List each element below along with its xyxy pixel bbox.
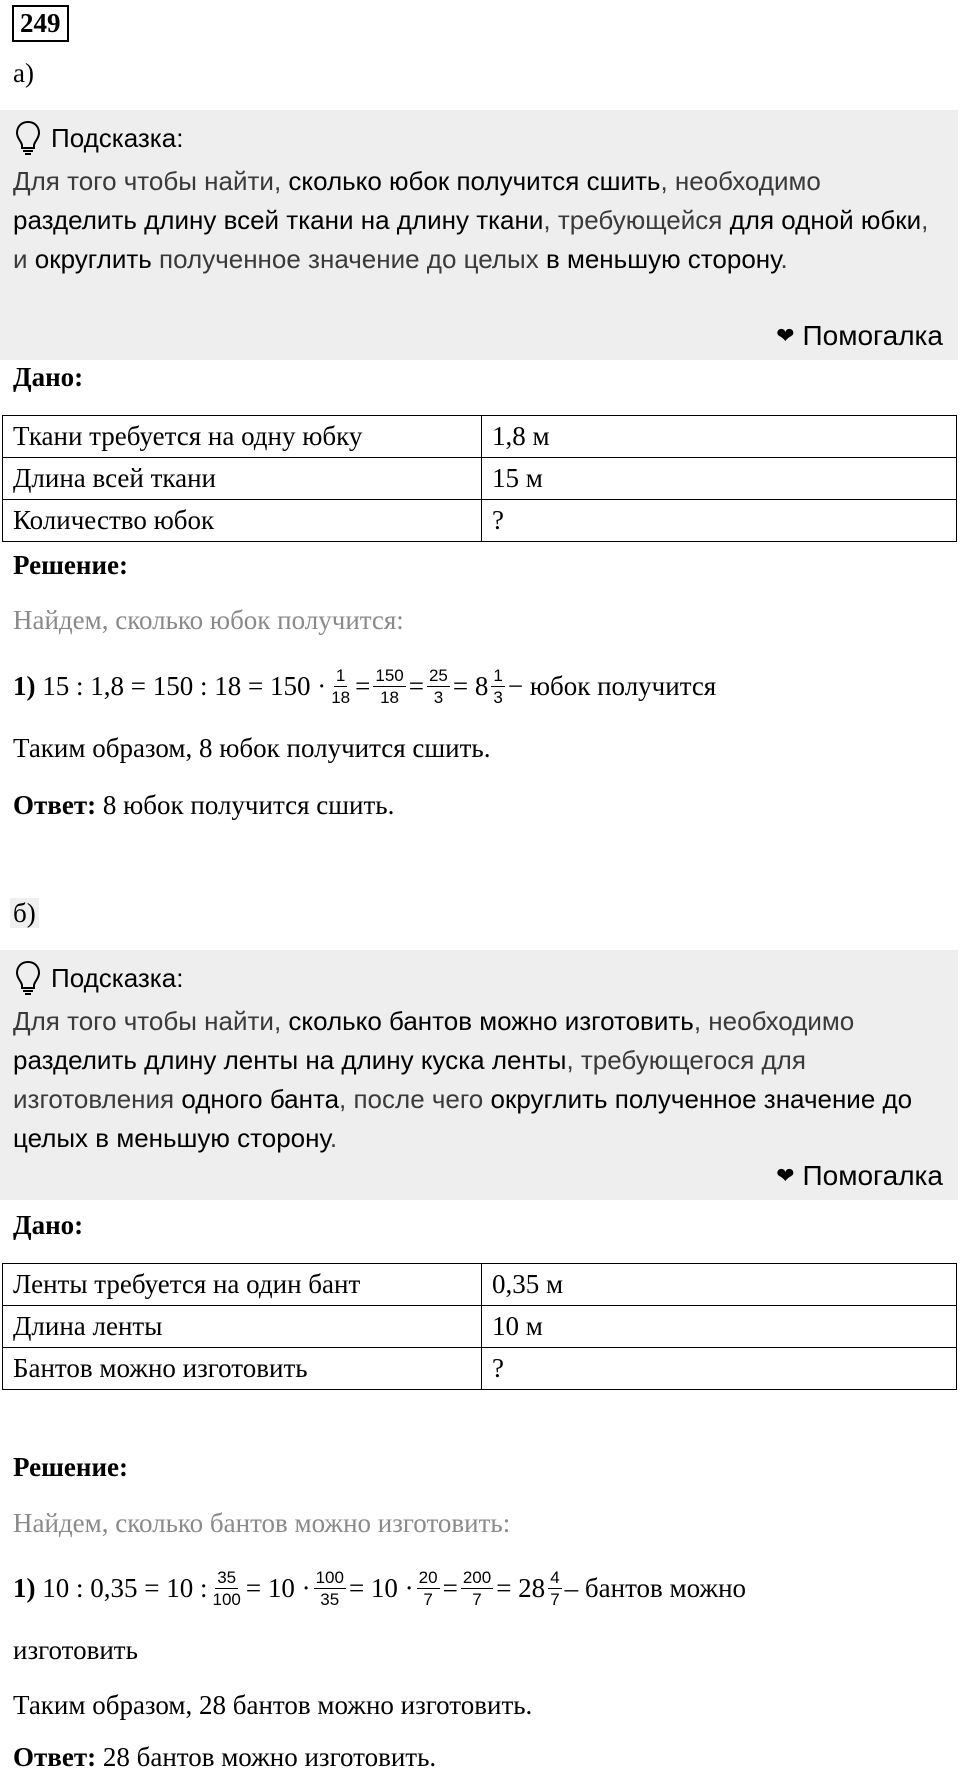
hint-text-b [13, 1002, 943, 1158]
eq-text: = 10 · [348, 1572, 414, 1603]
table-row [3, 1348, 957, 1390]
part-a-label: а) [13, 58, 34, 88]
equation-b-continued: изготовить [13, 1635, 138, 1665]
given-table-b [2, 1263, 957, 1390]
step-number: 1) [13, 670, 36, 701]
equation-a [13, 658, 716, 714]
helper-link-b[interactable] [776, 1160, 943, 1192]
hint-segment: . [329, 1123, 338, 1153]
hint-segment: , требующейся [543, 205, 730, 235]
table-row [3, 500, 957, 542]
eq-text: – бантов можно [564, 1572, 747, 1603]
table-row [3, 1306, 957, 1348]
hint-emphasis: округлить [34, 244, 152, 274]
table-cell: Длина ленты [3, 1306, 482, 1348]
answer-label: Ответ: [13, 1742, 97, 1772]
table-row [3, 458, 957, 500]
hint-emphasis: разделить длину всей ткани на длину ткани [13, 205, 544, 235]
hint-segment: , требующегося для изготовления [13, 1045, 806, 1114]
find-text-a: Найдем, сколько юбок получится: [13, 605, 404, 635]
fraction: $\frac{25}{3}$ [428, 665, 448, 707]
eq-text: = [355, 670, 371, 701]
hint-segment: . [780, 244, 788, 274]
table-cell: 10 м [482, 1306, 957, 1348]
eq-text: 15 : 1,8 = 150 : 18 = 150 · [42, 670, 327, 701]
fraction: $\frac{1}{3}$ [493, 665, 503, 707]
hint-title-b [15, 960, 183, 996]
equation-b [13, 1560, 746, 1616]
table-cell: ? [482, 1348, 957, 1390]
hint-segment: , после чего [339, 1084, 491, 1114]
table-cell: Ленты требуется на один бант [3, 1264, 482, 1306]
answer-a [13, 790, 394, 821]
solution-title-a: Решение: [13, 550, 128, 580]
table-cell: 0,35 м [482, 1264, 957, 1306]
fraction: $\frac{1}{18}$ [331, 665, 351, 707]
hint-emphasis: разделить длину ленты на длину куска ленты [13, 1045, 567, 1075]
table-cell: 1,8 м [482, 416, 957, 458]
step-number: 1) [13, 1572, 36, 1603]
given-title-b: Дано: [13, 1210, 84, 1240]
given-table-a [2, 415, 957, 542]
fraction: $\frac{20}{7}$ [418, 1567, 438, 1609]
hint-segment: , и [13, 205, 929, 274]
conclusion-b: Таким образом, 28 бантов можно изготовить. [13, 1690, 533, 1720]
eq-text: = [442, 1572, 458, 1603]
hint-title-a [15, 120, 183, 156]
helper-label-a: Помогалка [802, 320, 943, 351]
table-cell: Длина всей ткани [3, 458, 482, 500]
helper-label-b: Помогалка [802, 1160, 943, 1191]
hint-emphasis: округлить полученное значение до целых в меньшую сторону [13, 1084, 913, 1153]
fraction: $\frac{35}{100}$ [212, 1567, 241, 1609]
hint-title-text-a: Подсказка: [51, 122, 184, 153]
part-b-label-text: б) [10, 898, 39, 928]
hint-segment: Для того чтобы найти, [13, 166, 289, 196]
answer-label: Ответ: [13, 790, 97, 820]
table-cell: 15 м [482, 458, 957, 500]
fraction: $\frac{150}{18}$ [375, 665, 404, 707]
hint-segment: , необходимо [693, 1006, 855, 1036]
eq-text: 10 : 0,35 = 10 : [42, 1572, 208, 1603]
hint-emphasis: сколько бантов можно изготовить [288, 1006, 694, 1036]
fraction: $\frac{4}{7}$ [550, 1567, 560, 1609]
find-text-b: Найдем, сколько бантов можно изготовить: [13, 1508, 511, 1538]
eq-text: − юбок получится [507, 670, 717, 701]
hint-emphasis: для одной юбки [729, 205, 922, 235]
eq-text: = [408, 670, 424, 701]
answer-b [13, 1742, 436, 1773]
table-row [3, 1264, 957, 1306]
hint-segment: Для того чтобы найти, [13, 1006, 289, 1036]
hint-title-text-b: Подсказка: [51, 962, 184, 993]
answer-text: 28 бантов можно изготовить. [102, 1742, 437, 1772]
hint-box-b [0, 950, 958, 1200]
hint-box-a [0, 110, 958, 360]
fraction: $\frac{100}{35}$ [315, 1567, 344, 1609]
lightbulb-icon [15, 120, 41, 156]
solution-title-b: Решение: [13, 1452, 128, 1482]
answer-text: 8 юбок получится сшить. [102, 790, 395, 820]
lightbulb-icon [15, 960, 41, 996]
given-title-a: Дано: [13, 362, 84, 392]
hint-segment: полученное значение до целых [151, 244, 546, 274]
eq-text: = 8 [452, 670, 489, 701]
hint-text-a [13, 162, 943, 279]
part-b-label [10, 898, 39, 929]
table-cell: Количество юбок [3, 500, 482, 542]
hint-emphasis: в меньшую сторону [545, 244, 781, 274]
table-row [3, 416, 957, 458]
eq-text: = 28 [496, 1572, 546, 1603]
table-cell: Бантов можно изготовить [3, 1348, 482, 1390]
heart-icon: ❤ [776, 323, 795, 348]
fraction: $\frac{200}{7}$ [462, 1567, 492, 1609]
hint-emphasis: одного банта [181, 1084, 340, 1114]
helper-link-a[interactable] [776, 320, 943, 352]
hint-segment: , необходимо [660, 166, 821, 196]
hint-emphasis: сколько юбок получится сшить [288, 166, 661, 196]
table-cell: Ткани требуется на одну юбку [3, 416, 482, 458]
conclusion-a: Таким образом, 8 юбок получится сшить. [13, 733, 491, 763]
eq-text: = 10 · [245, 1572, 311, 1603]
table-cell: ? [482, 500, 957, 542]
heart-icon: ❤ [776, 1163, 795, 1188]
problem-number: 249 [12, 5, 69, 42]
